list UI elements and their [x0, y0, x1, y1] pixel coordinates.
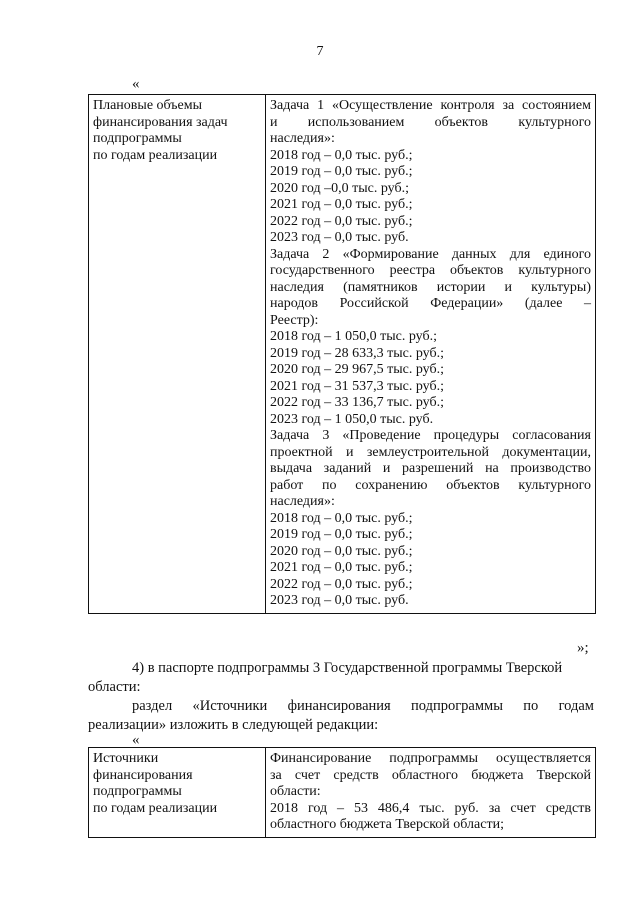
- content-line: народов Российской Федерации» (далее –: [270, 296, 591, 311]
- opening-quote-mark: «: [132, 76, 140, 92]
- financing-volumes-table: [88, 94, 596, 614]
- content-line: 2022 год – 0,0 тыс. руб.;: [270, 576, 413, 592]
- page-number: 7: [316, 44, 324, 59]
- label-line: по годам реализации: [93, 147, 218, 163]
- content-line: проектной и землеустроительной документации,: [270, 444, 591, 460]
- content-line: Задача 1 «Осуществление контроля за состоянием: [270, 98, 591, 113]
- content-line: государственного реестра объектов культурного: [270, 263, 591, 278]
- content-line: 2020 год – 29 967,5 тыс. руб.;: [270, 362, 444, 377]
- content-line: и использованием объектов культурного: [270, 114, 591, 130]
- content-line: 2019 год – 28 633,3 тыс. руб.;: [270, 345, 444, 361]
- closing-quote-mark: »;: [577, 640, 589, 656]
- paragraph-4-line-2: области:: [88, 679, 141, 695]
- table-content-cell: [266, 748, 596, 838]
- content-line: 2022 год – 0,0 тыс. руб.;: [270, 213, 413, 229]
- content-line: выдача заданий и разрешений на производство: [270, 461, 591, 476]
- label-line: Плановые объемы: [93, 98, 203, 113]
- content-line: областного бюджета Тверской области;: [270, 817, 504, 832]
- content-line: 2023 год – 0,0 тыс. руб.: [270, 230, 409, 245]
- financing-sources-table: [88, 747, 596, 838]
- content-line: наследия»:: [270, 131, 335, 146]
- content-line: 2018 год – 53 486,4 тыс. руб. за счет средств: [270, 800, 591, 816]
- content-line: 2020 год – 0,0 тыс. руб.;: [270, 543, 413, 559]
- content-line: Задача 2 «Формирование данных для единого: [270, 246, 591, 262]
- content-line: 2023 год – 1 050,0 тыс. руб.: [270, 411, 434, 427]
- content-line: Реестр):: [270, 312, 319, 328]
- content-line: 2019 год – 0,0 тыс. руб.;: [270, 164, 413, 179]
- label-line: Источники: [93, 751, 159, 766]
- opening-quote-mark-2: «: [132, 732, 140, 748]
- section-paragraph-line-1: раздел «Источники финансирования подпрограммы по годам: [132, 698, 594, 714]
- label-line: финансирования задач: [93, 114, 228, 130]
- label-line: по годам реализации: [93, 800, 218, 816]
- table-row: [89, 95, 596, 614]
- content-line: 2022 год – 33 136,7 тыс. руб.;: [270, 395, 444, 410]
- content-line: 2021 год – 0,0 тыс. руб.;: [270, 197, 413, 212]
- label-line: подпрограммы: [93, 131, 182, 146]
- table-content-cell: [266, 95, 596, 614]
- table-label-cell: [89, 748, 266, 838]
- content-line: 2021 год – 31 537,3 тыс. руб.;: [270, 378, 444, 394]
- content-line: наследия (памятников истории и культуры): [270, 279, 591, 295]
- content-line: 2018 год – 0,0 тыс. руб.;: [270, 510, 413, 526]
- content-line: Финансирование подпрограммы осуществляется: [270, 751, 591, 766]
- content-line: за счет средств областного бюджета Тверской: [270, 767, 591, 783]
- content-line: 2020 год –0,0 тыс. руб.;: [270, 180, 409, 196]
- content-line: Задача 3 «Проведение процедуры согласования: [270, 428, 591, 443]
- label-line: подпрограммы: [93, 784, 182, 799]
- content-line: 2021 год – 0,0 тыс. руб.;: [270, 560, 413, 575]
- label-line: финансирования: [93, 767, 193, 783]
- content-line: работ по сохранению объектов культурного: [270, 477, 591, 493]
- content-line: области:: [270, 784, 321, 799]
- content-line: наследия»:: [270, 494, 335, 509]
- section-paragraph-line-2: реализации» изложить в следующей редакции:: [88, 717, 379, 733]
- content-line: 2023 год – 0,0 тыс. руб.: [270, 593, 409, 608]
- content-line: 2018 год – 0,0 тыс. руб.;: [270, 147, 413, 163]
- paragraph-4-line-1: 4) в паспорте подпрограммы 3 Государственной программы Тверской: [132, 660, 563, 676]
- table-label-cell: [89, 95, 266, 614]
- table-row: [89, 748, 596, 838]
- content-line: 2018 год – 1 050,0 тыс. руб.;: [270, 329, 437, 344]
- content-line: 2019 год – 0,0 тыс. руб.;: [270, 527, 413, 542]
